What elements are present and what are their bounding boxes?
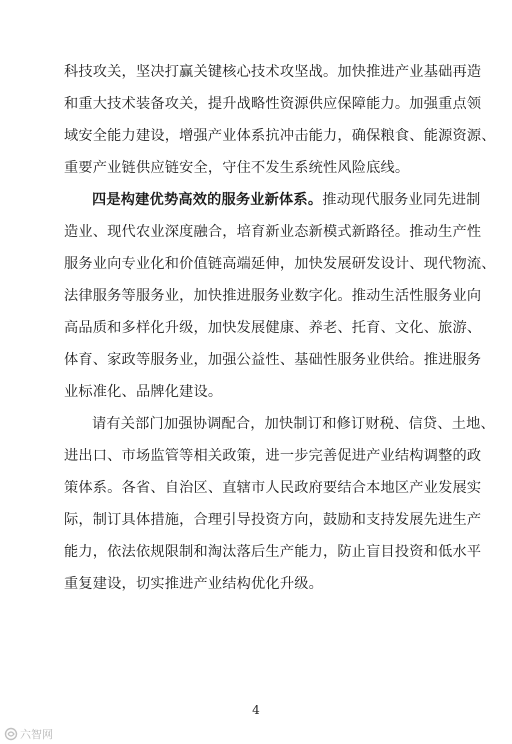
paragraph-3 — [64, 408, 495, 600]
paragraph-line: 重复建设，切实推进产业结构优化升级。 — [64, 576, 323, 592]
paragraph-line: 法律服务等服务业，加快推进服务业数字化。推动生活性服务业向 — [64, 288, 482, 304]
paragraph-line: 造业、现代农业深度融合，培育新业态新模式新路径。推动生产性 — [64, 224, 482, 240]
paragraph-line: 体育、家政等服务业，加强公益性、基础性服务业供给。推进服务 — [64, 352, 482, 368]
paragraph-first-line — [64, 184, 481, 216]
paragraph-line: 策体系。各省、自治区、直辖市人民政府要结合本地区产业发展实 — [64, 480, 482, 496]
paragraph-line: 域安全能力建设，增强产业体系抗冲击能力，确保粮食、能源资源、 — [64, 128, 496, 144]
paragraph-2 — [64, 184, 496, 408]
paragraph-line: 请有关部门加强协调配合，加快制订和修订财税、信贷、土地、 — [92, 416, 495, 432]
heading-line-rest: 推动现代服务业同先进制 — [322, 192, 481, 208]
section-heading: 四是构建优势高效的服务业新体系。 — [92, 192, 323, 208]
paragraph-1 — [64, 56, 496, 184]
paragraph-line: 重要产业链供应链安全，守住不发生系统性风险底线。 — [64, 160, 410, 176]
paragraph-line: 能力，依法依规限制和淘汰落后生产能力，防止盲目投资和低水平 — [64, 544, 482, 560]
paragraph-line: 服务业向专业化和价值链高端延伸，加快发展研发设计、现代物流、 — [64, 256, 496, 272]
watermark-logo-icon — [4, 727, 18, 741]
paragraph-line: 科技攻关，坚决打赢关键核心技术攻坚战。加快推进产业基础再造 — [64, 64, 482, 80]
watermark-text: 六智网 — [20, 728, 53, 741]
paragraph-line: 进出口、市场监管等相关政策，进一步完善促进产业结构调整的政 — [64, 448, 482, 464]
paragraph-line: 际，制订具体措施，合理引导投资方向，鼓励和支持发展先进生产 — [64, 512, 482, 528]
paragraph-line: 高品质和多样化升级，加快发展健康、养老、托育、文化、旅游、 — [64, 320, 482, 336]
document-body — [64, 56, 496, 600]
paragraph-line: 业标准化、品牌化建设。 — [64, 384, 223, 400]
watermark — [4, 726, 53, 742]
paragraph-line: 和重大技术装备攻关，提升战略性资源供应保障能力。加强重点领 — [64, 96, 482, 112]
page-number: 4 — [252, 703, 260, 717]
